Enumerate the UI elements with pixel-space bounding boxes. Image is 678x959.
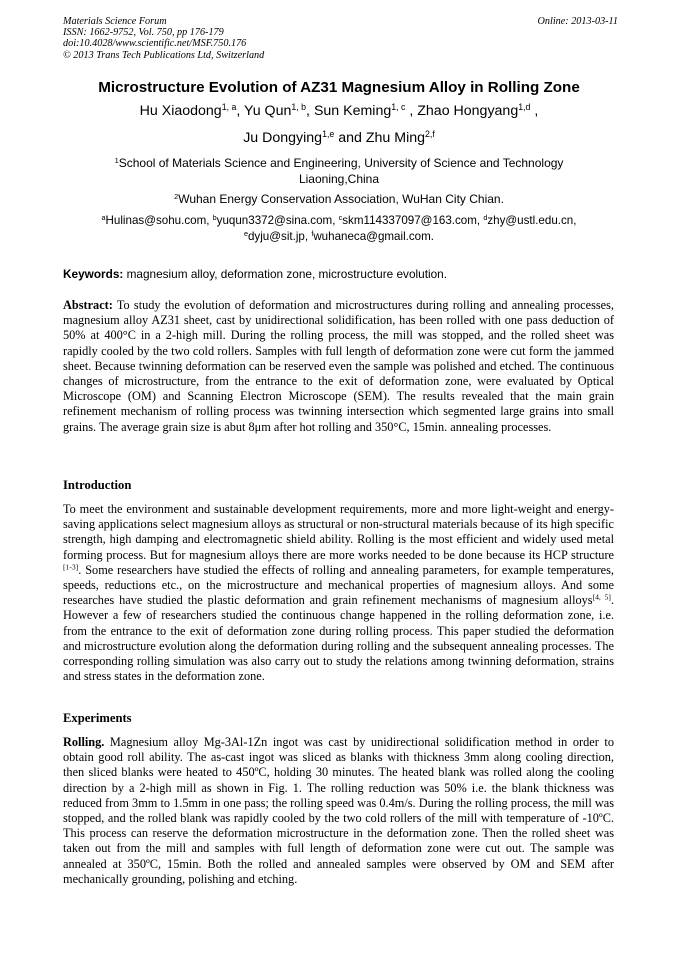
affiliation-2 [0, 192, 678, 208]
affiliation-text: Liaoning,China [298, 171, 380, 186]
experiments-heading: Experiments [63, 711, 132, 725]
email-mark: b [212, 213, 217, 223]
author-separator: and [334, 130, 366, 146]
author-name: Ju Dongying [243, 130, 323, 146]
author-affiliation-mark: 1, b [291, 102, 307, 113]
paper-title: Microstructure Evolution of AZ31 Magnesium Alloy in Rolling Zone [98, 79, 580, 96]
rolling-label: Rolling. [63, 735, 105, 749]
author-affiliation-mark: 1, c [391, 102, 406, 113]
abstract-text: To study the evolution of deformation and microstructures during rolling and annealing processes, magnesium alloy AZ31 sheet, cast by unidirectional solidification, has been rolled with one pass deduction of 50% at 400°C in a 2-high mill. During the rolling process, the mill was stopped, and the rolled sheet was rapidly cooled by the two cold rollers. Samples with full length of deformation zone were cut form the jammed sheet. Because twinning deformation can be reserved even the sample was polished and etched. The continuous changes of microstructure, from the entrance to the exit of deformation zone, were evaluated by Optical Microscope (OM) and Scanning Electron Microscope (SEM). The results revealed that the main grain refinement mechanism of rolling process was twinning intersection which segmented large grains into small grains. The average grain size is abut 8μm after hot rolling and 350°C, 15min. annealing processes. [63, 298, 614, 434]
doi-line: doi:10.4028/www.scientific.net/MSF.750.176 [63, 38, 247, 50]
email-address[interactable]: skm114337097@163.com, [342, 214, 484, 227]
experiments-text: Magnesium alloy Mg-3Al-1Zn ingot was cast by unidirectional solidification method in order to obtain good roll ability. The as-cast ingot was sliced as blanks with thickness 3mm along cooling direction, then sliced blanks were heated to 450ºC, holding 30 minutes. The heated blank was rolled along the cooling direction by a 2-high mill as shown in Fig. 1. The rolling reduction was 50% i.e. the blank thickness was reduced from 3mm to 1.5mm in one pass; the rolling speed was 0.4m/s. During the rolling process, the mill was stopped, and the rolled blank was rapidly cooled by the two cold rollers of the mill with temperature of -10ºC. This process can reserve the deformation microstructure in the deformation zone. Then the rolled sheet was taken out from the mill and samples with full length of deformation zone were cut out. The sample was annealed at 350ºC, 15min. Both the rolled and annealed samples were observed by OM and SEM after mechanically grounding, polishing and etching. [63, 735, 614, 886]
introduction-heading: Introduction [63, 478, 132, 492]
author-affiliation-mark: 1, a [221, 102, 237, 113]
abstract-label: Abstract: [63, 298, 113, 312]
author-separator: , [306, 103, 314, 119]
introduction-paragraph [63, 502, 614, 684]
email-mark: e [243, 229, 248, 239]
keywords-label: Keywords: [63, 267, 124, 281]
journal-name: Materials Science Forum [63, 16, 167, 27]
intro-text: . However a few of researchers studied the continuous change happened in the rolling deformation zone, i.e. from the entrance to the exit of deformation zone during rolling process. This paper studied the deformation and microstructure evolution along the deformation during rolling and the subsequent annealing processes. The corresponding rolling simulation was also carry out to study the relations among twinning deformation, strains and stress states in the deformation zone. [63, 593, 615, 684]
intro-text: . Some researchers have studied the effects of rolling and annealing parameters, for example temperatures, speeds, reductions etc., on the microstructure and mechanical properties of magnesium alloys. And some researches have studied the plastic deformation and grain refinement mechanisms of magnesium alloys [63, 562, 614, 608]
affiliation-number: 2 [174, 191, 179, 201]
author-separator: , [530, 103, 539, 119]
author-affiliation-mark: 1,d [518, 102, 531, 113]
author-line-2 [0, 130, 678, 146]
keywords [63, 267, 623, 281]
copyright-line: © 2013 Trans Tech Publications Ltd, Switzerland [63, 49, 265, 61]
email-line-1 [0, 213, 678, 229]
experiments-paragraph [63, 735, 614, 887]
email-address[interactable]: zhy@ustl.edu.cn, [487, 214, 577, 227]
journal-header [63, 16, 618, 61]
citation[interactable]: [4, 5] [592, 592, 611, 602]
issn-line: ISSN: 1662-9752, Vol. 750, pp 176-179 [63, 27, 224, 39]
email-address[interactable]: Hulinas@sohu.com, [105, 214, 213, 227]
online-date: Online: 2013-03-11 [537, 16, 618, 27]
keywords-text: magnesium alloy, deformation zone, microstructure evolution. [123, 267, 448, 281]
affiliation-text: School of Materials Science and Engineering, University of Science and Technology [118, 156, 564, 170]
email-mark: f [311, 229, 314, 239]
email-mark: a [101, 213, 106, 223]
email-address[interactable]: dyju@sit.jp, [247, 230, 312, 243]
author-separator: , [236, 103, 245, 119]
author-affiliation-mark: 2,f [425, 129, 435, 140]
email-address[interactable]: wuhaneca@gmail.com. [313, 230, 434, 243]
email-mark: d [483, 213, 488, 223]
affiliation-number: 1 [114, 155, 119, 165]
author-separator: , [405, 103, 418, 119]
author-affiliation-mark: 1,e [322, 129, 335, 140]
email-mark: c [338, 213, 343, 223]
affiliation-1 [0, 156, 678, 187]
abstract [63, 298, 614, 435]
email-address[interactable]: yuqun3372@sina.com, [216, 214, 339, 227]
author-name: Zhu Ming [365, 130, 426, 146]
affiliation-text: Wuhan Energy Conservation Association, WuHan City Chian. [178, 192, 504, 206]
author-line-1 [0, 103, 678, 119]
citation[interactable]: [1-3] [63, 562, 79, 572]
author-name: Yu Qun [244, 103, 292, 119]
author-name: Hu Xiaodong [139, 103, 222, 119]
author-name: Zhao Hongyang [417, 103, 519, 119]
email-line-2 [0, 229, 678, 245]
intro-text: To meet the environment and sustainable development requirements, more and more light-weight and energy-saving applications select magnesium alloys as structural or non-structural materials because of its high specific strength, high damping and electromagnetic shield ability. Rolling is the most efficient and widely used metal forming process. But for magnesium alloys there are more works needed to be done because its HCP structure [63, 502, 614, 562]
author-name: Sun Keming [313, 103, 392, 119]
